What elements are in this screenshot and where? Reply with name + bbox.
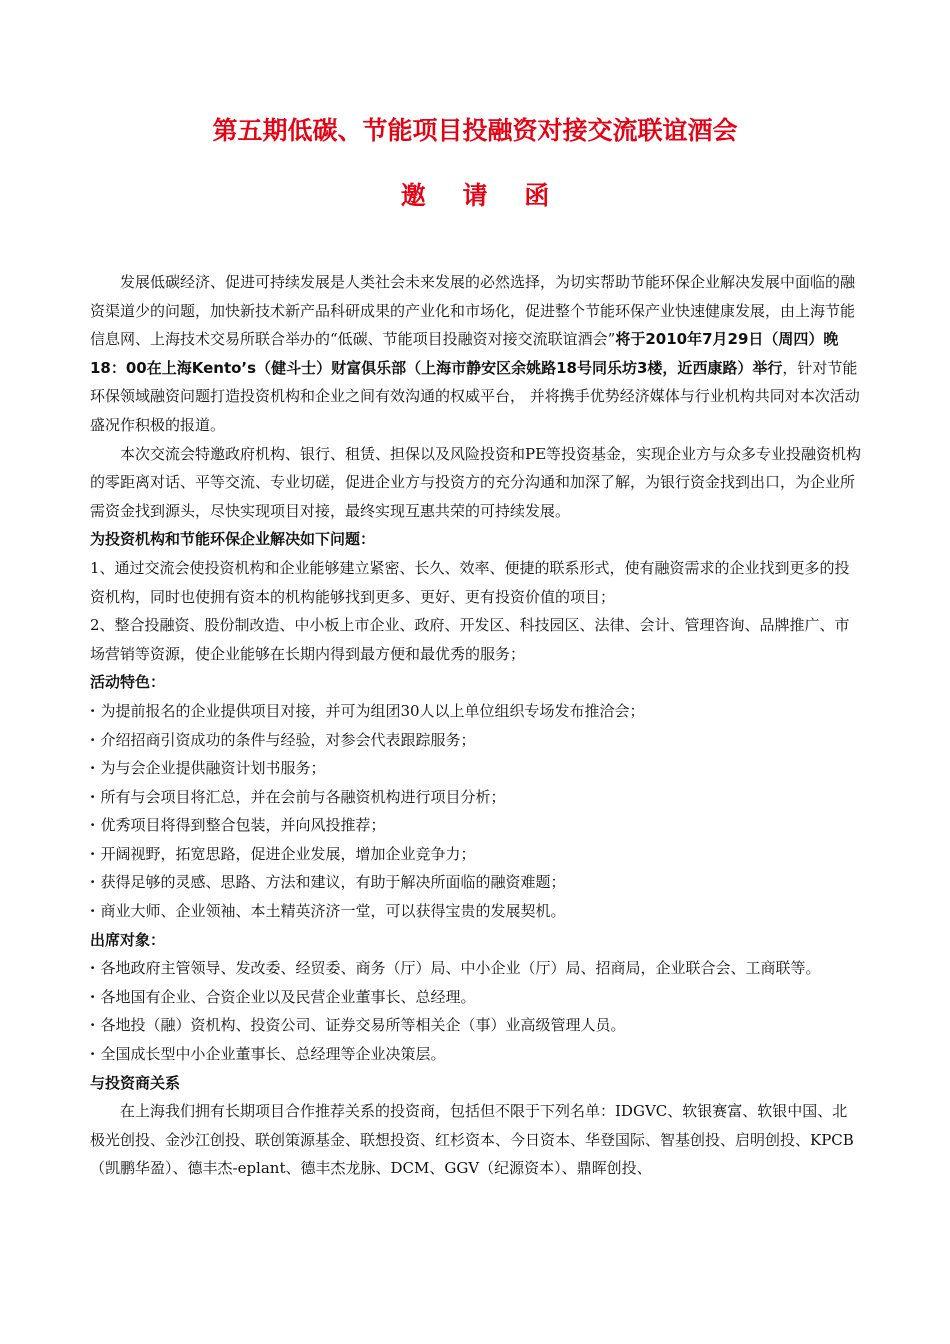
feature-item: · 商业大师、企业领袖、本土精英济济一堂，可以获得宝贵的发展契机。: [90, 897, 862, 926]
feature-item: · 优秀项目将得到整合包装，并向风投推荐；: [90, 811, 862, 840]
attendees-list: [90, 954, 862, 1068]
feature-item: · 介绍招商引资成功的条件与经验，对参会代表跟踪服务；: [90, 726, 862, 755]
feature-item: · 所有与会项目将汇总，并在会前与各融资机构进行项目分析；: [90, 783, 862, 812]
attendee-item: · 各地国有企业、合资企业以及民营企业董事长、总经理。: [90, 983, 862, 1012]
document-subtitle: 邀 请 函: [400, 181, 564, 210]
document-title: 第五期低碳、节能项目投融资对接交流联谊酒会: [212, 116, 738, 145]
investors-paragraph: 在上海我们拥有长期项目合作推荐关系的投资商，包括但不限于下列名单：IDGVC、软银赛富、软银中国、北极光创投、金沙江创投、联创策源基金、联想投资、红杉资本、今日资本、华登国际、智基创投、启明创投、KPCB（凯鹏华盈）、德丰杰-eplant、德丰杰龙脉、DCM、GGV（纪源资本）、鼎晖创投、: [90, 1102, 854, 1178]
feature-item: · 开阔视野，拓宽思路，促进企业发展，增加企业竞争力；: [90, 840, 862, 869]
feature-item: · 为提前报名的企业提供项目对接，并可为组团30人以上单位组织专场发布推洽会；: [90, 697, 862, 726]
problem-item: 1、通过交流会使投资机构和企业能够建立紧密、长久、效率、便捷的联系形式，使有融资需求的企业找到更多的投资机构，同时也使拥有资本的机构能够找到更多、更好、更有投资价值的项目；: [90, 558, 850, 606]
investors-heading: 与投资商关系: [90, 1073, 181, 1092]
problems-list: [90, 554, 862, 668]
features-heading: 活动特色：: [90, 673, 166, 692]
problem-item: 2、整合投融资、股份制改造、中小板上市企业、政府、开发区、科技园区、法律、会计、管理咨询、品牌推广、市场营销等资源，使企业能够在长期内得到最方便和最优秀的服务；: [90, 616, 850, 663]
intro-text-1: 发展低碳经济、促进可持续发展是人类社会未来发展的必然选择，为切实帮助节能环保企业解决发展中面临的融资渠道少的问题，加快新技术新产品科研成果的产业化和市场化，促进整个节能环保产业快速健康发展，由上海节能信息网、上海技术交易所联合举办的“低碳、节能项目投融资对接交流联谊酒会”: [90, 273, 856, 349]
problems-heading: 为投资机构和节能环保企业解决如下问题：: [90, 530, 376, 549]
feature-item: · 为与会企业提供融资计划书服务；: [90, 754, 862, 783]
attendees-heading: 出席对象：: [90, 930, 166, 949]
intro-text-2: ，针对节能环保领域融资问题打造投资机构和企业之间有效沟通的权威平台， 并将携手优势经济媒体与行业机构共同对本次活动盛况作积极的报道。: [90, 358, 860, 434]
attendee-item: · 全国成长型中小企业董事长、总经理等企业决策层。: [90, 1040, 862, 1069]
document-body: [90, 268, 862, 1183]
intro-paragraph: [90, 268, 862, 440]
attendee-item: · 各地政府主管领导、发改委、经贸委、商务（厅）局、中小企业（厅）局、招商局，企业联合会、工商联等。: [90, 954, 862, 983]
attendee-item: · 各地投（融）资机构、投资公司、证券交易所等相关企（事）业高级管理人员。: [90, 1011, 862, 1040]
features-list: [90, 697, 862, 926]
second-paragraph: 本次交流会特邀政府机构、银行、租赁、担保以及风险投资和PE等投资基金，实现企业方与众多专业投融资机构的零距离对话、平等交流、专业切磋，促进企业方与投资方的充分沟通和加深了解，为银行资金找到出口，为企业所需资金找到源头，尽快实现项目对接，最终实现互惠共荣的可持续发展。: [90, 444, 862, 520]
feature-item: · 获得足够的灵感、思路、方法和建议，有助于解决所面临的融资难题；: [90, 868, 862, 897]
event-time-location: 将于2010年7月29日（周四）晚18：00在上海Kento’s（健斗士）财富俱乐部（上海市静安区余姚路18号同乐坊3楼，近西康路）举行: [90, 330, 839, 377]
